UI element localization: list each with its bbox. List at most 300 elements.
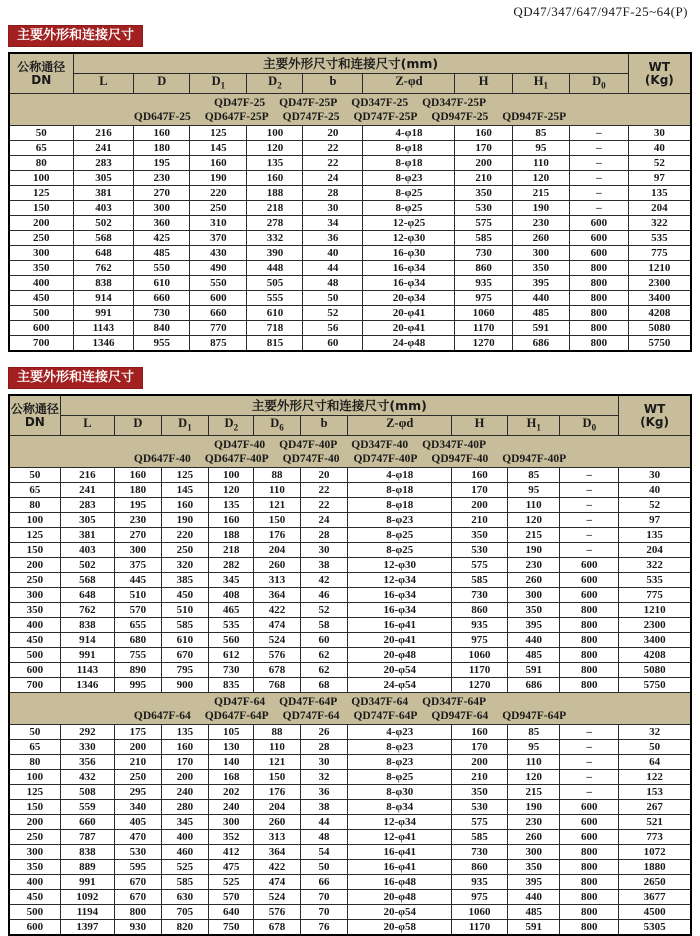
- model-name-line: [10, 438, 690, 452]
- dimension-cell: –: [570, 141, 629, 156]
- dimension-cell: 460: [161, 845, 209, 860]
- dimension-cell: 475: [209, 860, 254, 875]
- dimension-cell: 20-φ48: [348, 648, 452, 663]
- dimension-cell: 22: [303, 156, 363, 171]
- weight-cell: 1072: [619, 845, 691, 860]
- dimension-cell: 755: [115, 648, 161, 663]
- dimension-cell: 16-φ41: [348, 618, 452, 633]
- weight-cell: 204: [619, 543, 691, 558]
- dimension-cell: 680: [115, 633, 161, 648]
- dimension-cell: 800: [115, 905, 161, 920]
- weight-cell: 153: [619, 785, 691, 800]
- dimension-cell: 170: [452, 740, 508, 755]
- dn-cell: 65: [9, 740, 60, 755]
- dimension-cell: 195: [134, 156, 190, 171]
- dimension-cell: 16-φ30: [363, 246, 455, 261]
- weight-cell: 3400: [619, 633, 691, 648]
- dimension-cell: 612: [209, 648, 254, 663]
- table-row: [9, 875, 691, 890]
- table-row: [9, 830, 691, 845]
- weight-cell: 122: [619, 770, 691, 785]
- table-row: [9, 800, 691, 815]
- column-header-label: Z-φd: [395, 74, 423, 89]
- dimension-cell: 1143: [73, 321, 134, 336]
- model-name-line: [10, 452, 690, 466]
- dn-cell: 300: [9, 845, 60, 860]
- dimension-cell: 88: [254, 725, 300, 740]
- dimension-cell: 62: [300, 648, 348, 663]
- table-row: [9, 126, 691, 141]
- dimension-cell: 995: [115, 678, 161, 693]
- dimension-cell: 50: [300, 860, 348, 875]
- dn-column-header: [9, 395, 60, 436]
- dimension-cell: 585: [452, 573, 508, 588]
- column-header: [190, 74, 247, 94]
- model-name: QD47F-64P: [279, 696, 338, 708]
- weight-cell: 4208: [619, 648, 691, 663]
- dimension-cell: 170: [455, 141, 512, 156]
- dimension-cell: 395: [507, 618, 560, 633]
- dimension-cell: 46: [300, 588, 348, 603]
- dimension-cell: 835: [209, 678, 254, 693]
- model-name-line: [10, 709, 690, 723]
- dimension-cell: 686: [507, 678, 560, 693]
- dimension-cell: 550: [190, 276, 247, 291]
- dimension-cell: 300: [507, 588, 560, 603]
- model-name-line: [10, 695, 690, 709]
- dimension-cell: 591: [507, 663, 560, 678]
- dimension-cell: 914: [73, 291, 134, 306]
- dn-cell: 400: [9, 618, 60, 633]
- dimension-cell: 1270: [452, 678, 508, 693]
- dimension-cell: 800: [560, 860, 619, 875]
- dn-cell: 125: [9, 186, 73, 201]
- column-header-label: H: [474, 416, 485, 431]
- dimension-cell: 218: [247, 201, 303, 216]
- dimension-cell: 768: [254, 678, 300, 693]
- dimension-cell: 140: [209, 755, 254, 770]
- column-header-subscript: 0: [601, 80, 606, 91]
- dimension-cell: 22: [303, 141, 363, 156]
- dimension-cell: 110: [254, 740, 300, 755]
- dimension-cell: –: [560, 770, 619, 785]
- dimension-cell: –: [570, 186, 629, 201]
- dimension-cell: 1397: [60, 920, 115, 936]
- weight-cell: 4500: [619, 905, 691, 920]
- dn-cell: 150: [9, 201, 73, 216]
- dimension-cell: 292: [60, 725, 115, 740]
- dimension-cell: 648: [60, 588, 115, 603]
- dimension-cell: 610: [134, 276, 190, 291]
- dimension-cell: 445: [115, 573, 161, 588]
- dimension-cell: 220: [161, 528, 209, 543]
- dimension-cell: 16-φ41: [348, 845, 452, 860]
- table-row: [9, 483, 691, 498]
- dn-cell: 65: [9, 141, 73, 156]
- dimension-cell: 215: [512, 186, 569, 201]
- model-name: QD747F-40: [282, 453, 340, 465]
- dimension-cell: 352: [209, 830, 254, 845]
- dimension-cell: 935: [455, 276, 512, 291]
- header-row: [9, 395, 691, 416]
- dn-cell: 80: [9, 755, 60, 770]
- dn-cell: 300: [9, 588, 60, 603]
- dimension-cell: 860: [452, 860, 508, 875]
- table-row: [9, 860, 691, 875]
- dimension-cell: 12-φ30: [348, 558, 452, 573]
- model-name: QD347F-64: [351, 696, 409, 708]
- dimension-cell: 412: [209, 845, 254, 860]
- dimension-cell: 400: [161, 830, 209, 845]
- column-header-label: D: [133, 416, 143, 431]
- column-header: [348, 416, 452, 436]
- table-row: [9, 663, 691, 678]
- subheader-row: [9, 416, 691, 436]
- dimension-cell: 175: [115, 725, 161, 740]
- dimension-cell: 8-φ30: [348, 785, 452, 800]
- dimension-cell: 510: [115, 588, 161, 603]
- table-row: [9, 171, 691, 186]
- dimension-cell: 22: [300, 483, 348, 498]
- dimension-cell: 95: [512, 141, 569, 156]
- dimension-cell: 260: [254, 815, 300, 830]
- model-name: QD747F-64: [282, 710, 340, 722]
- dimension-cell: 200: [452, 498, 508, 513]
- dimension-cell: 216: [60, 468, 115, 483]
- dimension-cell: 502: [73, 216, 134, 231]
- column-header-subscript: 6: [279, 422, 284, 433]
- table-row: [9, 321, 691, 336]
- dimension-cell: 8-φ25: [363, 201, 455, 216]
- dimension-cell: 215: [507, 528, 560, 543]
- dimension-cell: 800: [560, 663, 619, 678]
- dimension-cell: 403: [73, 201, 134, 216]
- dimension-cell: 576: [254, 905, 300, 920]
- dimension-cell: 820: [161, 920, 209, 936]
- dimension-cell: 260: [254, 558, 300, 573]
- dimension-cell: 800: [560, 618, 619, 633]
- dimension-cell: 375: [115, 558, 161, 573]
- dimension-cell: 38: [300, 800, 348, 815]
- dimension-cell: 30: [303, 201, 363, 216]
- dimension-cell: 610: [247, 306, 303, 321]
- table-row: [9, 201, 691, 216]
- subheader-row: [9, 74, 691, 94]
- dimension-cell: 135: [161, 725, 209, 740]
- table-row: [9, 573, 691, 588]
- dimension-cell: 190: [190, 171, 247, 186]
- dimension-cell: 44: [300, 815, 348, 830]
- dimension-cell: 860: [455, 261, 512, 276]
- model-band: [9, 693, 691, 725]
- dimension-cell: 125: [190, 126, 247, 141]
- dimension-cell: 795: [161, 663, 209, 678]
- dimension-cell: 50: [303, 291, 363, 306]
- dimension-cell: 432: [60, 770, 115, 785]
- table-row: [9, 678, 691, 693]
- dimension-cell: 502: [60, 558, 115, 573]
- model-name: QD47F-25P: [279, 97, 338, 109]
- dimension-cell: 364: [254, 845, 300, 860]
- dimension-cell: –: [560, 725, 619, 740]
- model-band-row: [9, 436, 691, 468]
- dimension-cell: 678: [254, 920, 300, 936]
- dimension-cell: 210: [455, 171, 512, 186]
- dimension-cell: 230: [507, 558, 560, 573]
- dimension-cell: 20-φ54: [348, 663, 452, 678]
- dn-cell: 600: [9, 321, 73, 336]
- weight-cell: 32: [619, 725, 691, 740]
- dimension-cell: 260: [507, 573, 560, 588]
- dn-cell: 100: [9, 171, 73, 186]
- dimension-cell: 422: [254, 860, 300, 875]
- dimension-cell: 600: [560, 588, 619, 603]
- dimension-cell: 200: [115, 740, 161, 755]
- dimension-cell: 160: [247, 171, 303, 186]
- dimension-cell: 88: [254, 468, 300, 483]
- dimension-cell: 575: [452, 558, 508, 573]
- dimension-cell: 260: [507, 830, 560, 845]
- dimension-cell: –: [560, 785, 619, 800]
- model-name: QD947F-40P: [502, 453, 567, 465]
- dimension-cell: 800: [560, 905, 619, 920]
- model-band-row: [9, 693, 691, 725]
- dimension-cell: 250: [190, 201, 247, 216]
- model-name-line: [10, 96, 690, 110]
- table-row: [9, 770, 691, 785]
- dimension-cell: 270: [134, 186, 190, 201]
- dimension-cell: 1346: [60, 678, 115, 693]
- dimension-cell: 890: [115, 663, 161, 678]
- dimension-cell: 26: [300, 725, 348, 740]
- dn-cell: 400: [9, 276, 73, 291]
- dimension-cell: 485: [512, 306, 569, 321]
- dimension-cell: 62: [300, 663, 348, 678]
- table-row: [9, 261, 691, 276]
- table-row: [9, 513, 691, 528]
- dimension-cell: 150: [254, 513, 300, 528]
- dimension-cell: 670: [115, 875, 161, 890]
- dimension-cell: 800: [570, 261, 629, 276]
- table-row: [9, 186, 691, 201]
- dimension-cell: 30: [300, 755, 348, 770]
- dimension-cell: 591: [512, 321, 569, 336]
- dimension-cell: 800: [560, 678, 619, 693]
- dimension-cell: 202: [209, 785, 254, 800]
- weight-cell: 5750: [619, 678, 691, 693]
- dimension-cell: 930: [115, 920, 161, 936]
- weight-cell: 97: [619, 513, 691, 528]
- dimension-cell: 762: [60, 603, 115, 618]
- weight-cell: 30: [628, 126, 691, 141]
- dimension-cell: 241: [60, 483, 115, 498]
- dimension-cell: 12-φ41: [348, 830, 452, 845]
- dimension-cell: 678: [254, 663, 300, 678]
- model-name: QD647F-64P: [204, 710, 269, 722]
- dimension-cell: 170: [452, 483, 508, 498]
- dn-cell: 450: [9, 890, 60, 905]
- dimension-cell: –: [560, 755, 619, 770]
- dimension-cell: 524: [254, 890, 300, 905]
- weight-cell: 322: [619, 558, 691, 573]
- dimension-cell: 110: [512, 156, 569, 171]
- dimension-cell: 56: [303, 321, 363, 336]
- dimension-cell: 218: [209, 543, 254, 558]
- model-name: QD947F-40: [431, 453, 489, 465]
- dimension-cell: 100: [209, 468, 254, 483]
- dimension-cell: 1194: [60, 905, 115, 920]
- dimension-cell: 630: [161, 890, 209, 905]
- dimension-cell: 240: [161, 785, 209, 800]
- column-header: [209, 416, 254, 436]
- model-name: QD747F-40P: [353, 453, 418, 465]
- dimension-cell: 52: [303, 306, 363, 321]
- dimension-cell: 188: [247, 186, 303, 201]
- dimension-cell: 300: [115, 543, 161, 558]
- column-header: [60, 416, 115, 436]
- weight-cell: 204: [628, 201, 691, 216]
- dimension-cell: 8-φ23: [348, 755, 452, 770]
- dimension-cell: 180: [134, 141, 190, 156]
- dimension-cell: 24: [300, 513, 348, 528]
- dimension-cell: 762: [73, 261, 134, 276]
- dimension-cell: 300: [507, 845, 560, 860]
- dimension-cell: 216: [73, 126, 134, 141]
- dimension-cell: 975: [452, 633, 508, 648]
- dn-cell: 600: [9, 920, 60, 936]
- dimension-cell: 390: [247, 246, 303, 261]
- dimension-cell: 4-φ18: [348, 468, 452, 483]
- dimension-cell: 310: [190, 216, 247, 231]
- dimension-cell: 1346: [73, 336, 134, 352]
- dimension-cell: 787: [60, 830, 115, 845]
- weight-header-label: WT: [643, 401, 666, 416]
- dimension-cell: 800: [560, 845, 619, 860]
- dimension-cell: 800: [570, 276, 629, 291]
- table-row: [9, 336, 691, 352]
- dimension-cell: 591: [507, 920, 560, 936]
- dimension-cell: 405: [115, 815, 161, 830]
- dimension-cell: 470: [115, 830, 161, 845]
- dimension-cell: 350: [507, 603, 560, 618]
- dimension-cell: 20: [303, 126, 363, 141]
- dimension-cell: 610: [161, 633, 209, 648]
- dimension-cell: 160: [455, 126, 512, 141]
- dimension-cell: 800: [560, 633, 619, 648]
- dn-cell: 250: [9, 573, 60, 588]
- column-header: [247, 74, 303, 94]
- table-row: [9, 755, 691, 770]
- dimension-cell: 160: [452, 468, 508, 483]
- dimension-cell: 44: [303, 261, 363, 276]
- dimension-cell: –: [560, 740, 619, 755]
- dimension-cell: 530: [452, 543, 508, 558]
- dimension-cell: 100: [247, 126, 303, 141]
- dimension-cell: 190: [512, 201, 569, 216]
- dimension-cell: 170: [161, 755, 209, 770]
- dimension-cell: 12-φ25: [363, 216, 455, 231]
- dimension-cell: 660: [134, 291, 190, 306]
- dn-cell: 125: [9, 528, 60, 543]
- table-row: [9, 231, 691, 246]
- dn-cell: 125: [9, 785, 60, 800]
- dimension-cell: 120: [209, 483, 254, 498]
- dimension-cell: 4-φ23: [348, 725, 452, 740]
- dimension-cell: 110: [507, 755, 560, 770]
- model-name: QD747F-25: [282, 111, 340, 123]
- dimension-cell: 120: [507, 770, 560, 785]
- table-row: [9, 740, 691, 755]
- dimension-cell: 530: [115, 845, 161, 860]
- table-row: [9, 558, 691, 573]
- spec-table-pn40-64: [8, 394, 692, 936]
- weight-cell: 135: [628, 186, 691, 201]
- dimension-cell: 585: [161, 618, 209, 633]
- dimension-cell: 600: [570, 231, 629, 246]
- dimension-cell: 648: [73, 246, 134, 261]
- column-header-subscript: 0: [591, 422, 597, 433]
- dimension-cell: 270: [115, 528, 161, 543]
- dimension-cell: 160: [161, 498, 209, 513]
- dimension-cell: 600: [560, 800, 619, 815]
- weight-cell: 2300: [619, 618, 691, 633]
- dimension-cell: 525: [161, 860, 209, 875]
- dimension-cell: 130: [209, 740, 254, 755]
- dimension-cell: 20-φ41: [363, 306, 455, 321]
- dimension-cell: 568: [73, 231, 134, 246]
- table-row: [9, 618, 691, 633]
- dimension-cell: 20-φ48: [348, 890, 452, 905]
- column-header-label: H: [526, 416, 537, 431]
- dimension-cell: 1170: [455, 321, 512, 336]
- dimension-cell: 555: [247, 291, 303, 306]
- dimension-cell: 278: [247, 216, 303, 231]
- weight-cell: 135: [619, 528, 691, 543]
- dimension-cell: 600: [560, 573, 619, 588]
- dimension-cell: 585: [161, 875, 209, 890]
- dimension-cell: 600: [560, 558, 619, 573]
- dimension-cell: 510: [161, 603, 209, 618]
- dimension-cell: 332: [247, 231, 303, 246]
- dimension-cell: 595: [115, 860, 161, 875]
- page-title: QD47/347/647/947F-25~64(P): [513, 4, 688, 19]
- dimension-cell: 230: [512, 216, 569, 231]
- dn-cell: 250: [9, 231, 73, 246]
- table-row: [9, 306, 691, 321]
- dimension-cell: 860: [452, 603, 508, 618]
- column-header: [452, 416, 508, 436]
- dimension-cell: 190: [507, 543, 560, 558]
- dimension-cell: 230: [115, 513, 161, 528]
- dn-cell: 80: [9, 156, 73, 171]
- dimension-cell: 95: [507, 740, 560, 755]
- model-name: QD747F-25P: [353, 111, 418, 123]
- dimension-cell: 150: [254, 770, 300, 785]
- column-header-label: H: [533, 74, 544, 89]
- dn-header-label: 公称通径: [10, 401, 59, 416]
- model-name: QD47F-64: [214, 696, 266, 708]
- column-header: [507, 416, 560, 436]
- weight-header-unit: (Kg): [640, 414, 669, 429]
- dn-cell: 250: [9, 830, 60, 845]
- dimension-cell: 600: [560, 815, 619, 830]
- dimension-cell: 660: [60, 815, 115, 830]
- dimension-cell: 40: [303, 246, 363, 261]
- dimension-cell: 250: [115, 770, 161, 785]
- dimension-cell: 220: [190, 186, 247, 201]
- dimension-cell: 530: [455, 201, 512, 216]
- model-name: QD647F-25P: [204, 111, 269, 123]
